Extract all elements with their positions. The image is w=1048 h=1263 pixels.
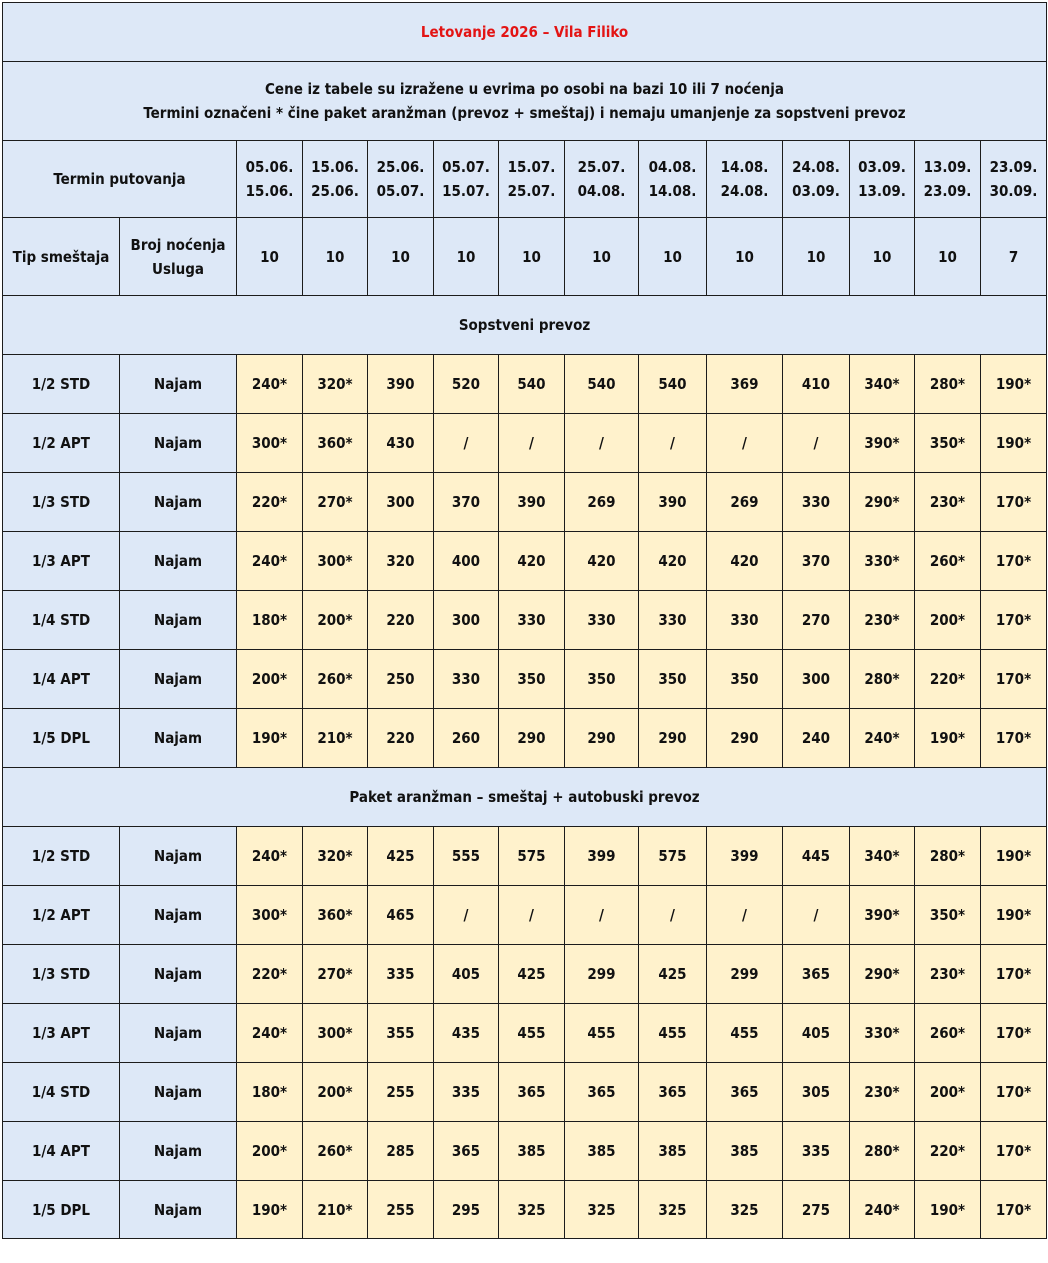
accommodation-type: 1/2 STD [3,355,120,414]
term-header-cell [915,141,981,218]
service-type: Najam [120,650,237,709]
price-cell: / [707,886,783,945]
price-cell: 420 [707,532,783,591]
term-header-cell [303,141,368,218]
price-cell: 170* [981,473,1047,532]
type-label-cell [3,218,120,296]
price-cell: 365 [707,1063,783,1122]
price-cell: 190* [981,414,1047,473]
term-to: 13.09. [858,182,906,200]
nights-label: Broj noćenja [130,235,226,254]
nights-cell: 10 [368,218,434,296]
term-to: 14.08. [648,182,697,200]
price-cell: 240* [237,355,303,414]
term-from: 04.08. [648,158,697,176]
price-cell: 210* [303,709,368,768]
term-to: 03.09. [792,182,840,200]
price-cell: / [434,414,499,473]
term-from: 14.08. [720,158,769,176]
nights-cell: 10 [783,218,850,296]
price-cell: 325 [707,1181,783,1239]
accommodation-type: 1/3 STD [3,473,120,532]
nights-cell: 10 [303,218,368,296]
price-cell: 390 [499,473,565,532]
price-cell: 190* [915,1181,981,1239]
price-cell: 330 [639,591,707,650]
price-cell: 269 [707,473,783,532]
term-from: 25.06. [376,158,425,176]
price-cell: 300* [303,532,368,591]
price-cell: 220* [237,473,303,532]
accommodation-type: 1/2 STD [3,827,120,886]
price-cell: 230* [850,591,915,650]
price-cell: 190* [237,1181,303,1239]
price-cell: 270* [303,945,368,1004]
table-row [3,473,1047,532]
price-cell: / [434,886,499,945]
service-type: Najam [120,591,237,650]
service-type: Najam [120,473,237,532]
price-cell: 455 [565,1004,639,1063]
term-header-cell [981,141,1047,218]
price-cell: 390 [368,355,434,414]
price-cell: 520 [434,355,499,414]
price-cell: 399 [565,827,639,886]
price-cell: 280* [915,827,981,886]
price-cell: 350 [639,650,707,709]
price-cell: 255 [368,1063,434,1122]
price-cell: 170* [981,591,1047,650]
service-label: Usluga [152,259,204,278]
price-cell: 300 [783,650,850,709]
service-type: Najam [120,1063,237,1122]
price-cell: 230* [915,945,981,1004]
price-cell: 330 [707,591,783,650]
price-cell: 170* [981,945,1047,1004]
price-cell: 200* [915,591,981,650]
price-cell: 385 [499,1122,565,1181]
nights-cell: 7 [981,218,1047,296]
price-cell: / [565,414,639,473]
price-cell: 575 [499,827,565,886]
table-title-cell [3,3,1047,62]
price-cell: 275 [783,1181,850,1239]
price-cell: 170* [981,1181,1047,1239]
price-cell: 180* [237,1063,303,1122]
table-row [3,709,1047,768]
price-cell: 200* [237,1122,303,1181]
service-type: Najam [120,945,237,1004]
table-row [3,886,1047,945]
price-cell: 370 [434,473,499,532]
price-cell: 260* [303,1122,368,1181]
price-cell: 240* [850,709,915,768]
term-header-cell [639,141,707,218]
table-row [3,532,1047,591]
table-title: Letovanje 2026 – Vila Filiko [420,23,629,41]
term-header-cell [237,141,303,218]
price-cell: 255 [368,1181,434,1239]
term-from: 05.06. [245,158,294,176]
price-cell: 170* [981,1122,1047,1181]
term-label-cell [3,141,237,218]
term-header-cell [850,141,915,218]
price-cell: 260* [303,650,368,709]
price-cell: 280* [850,1122,915,1181]
price-table [2,2,1047,1239]
price-cell: / [565,886,639,945]
accommodation-type: 1/4 APT [3,1122,120,1181]
price-cell: 365 [565,1063,639,1122]
price-cell: 325 [565,1181,639,1239]
table-row [3,414,1047,473]
price-cell: 240* [237,827,303,886]
term-header-cell [707,141,783,218]
accommodation-type: 1/4 STD [3,1063,120,1122]
price-cell: 455 [707,1004,783,1063]
term-label: Termin putovanja [53,170,186,188]
section-title: Paket aranžman – smeštaj + autobuski prevoz [3,768,1047,827]
price-cell: / [639,414,707,473]
term-to: 05.07. [376,182,425,200]
service-type: Najam [120,355,237,414]
price-cell: 335 [783,1122,850,1181]
price-cell: 390* [850,886,915,945]
price-cell: 555 [434,827,499,886]
price-cell: 260 [434,709,499,768]
accommodation-type: 1/2 APT [3,414,120,473]
price-cell: 540 [499,355,565,414]
price-cell: 269 [565,473,639,532]
accommodation-type: 1/3 APT [3,1004,120,1063]
price-cell: 365 [639,1063,707,1122]
price-cell: / [783,414,850,473]
price-cell: 320* [303,827,368,886]
nights-cell: 10 [565,218,639,296]
price-cell: 240* [237,532,303,591]
term-header-cell [565,141,639,218]
price-cell: 330 [565,591,639,650]
table-row [3,650,1047,709]
price-cell: 320* [303,355,368,414]
price-cell: / [499,414,565,473]
price-cell: 365 [434,1122,499,1181]
price-cell: 290 [499,709,565,768]
price-cell: 405 [434,945,499,1004]
price-cell: 295 [434,1181,499,1239]
term-from: 15.06. [311,158,359,176]
term-header-cell [368,141,434,218]
term-to: 04.08. [577,182,626,200]
price-cell: 290 [565,709,639,768]
notes-cell [3,62,1047,141]
price-cell: 330 [499,591,565,650]
accommodation-type: 1/2 APT [3,886,120,945]
nights-cell: 10 [639,218,707,296]
price-cell: 300* [237,414,303,473]
price-cell: 280* [915,355,981,414]
price-cell: 405 [783,1004,850,1063]
section-header-row [3,296,1047,355]
accommodation-type: 1/3 STD [3,945,120,1004]
service-type: Najam [120,1122,237,1181]
table-row [3,1181,1047,1239]
term-to: 15.07. [442,182,490,200]
price-cell: 410 [783,355,850,414]
term-from: 05.07. [442,158,490,176]
term-to: 24.08. [720,182,769,200]
table-row [3,945,1047,1004]
price-cell: 350* [915,414,981,473]
service-type: Najam [120,414,237,473]
price-cell: 425 [639,945,707,1004]
accommodation-type: 1/4 APT [3,650,120,709]
service-type: Najam [120,1004,237,1063]
price-cell: 350* [915,886,981,945]
price-cell: 200* [303,591,368,650]
price-cell: 340* [850,355,915,414]
accommodation-type: 1/5 DPL [3,709,120,768]
type-label: Tip smeštaja [12,247,110,266]
price-cell: 305 [783,1063,850,1122]
accommodation-type: 1/4 STD [3,591,120,650]
price-cell: 330* [850,532,915,591]
term-from: 03.09. [858,158,906,176]
price-cell: 330 [434,650,499,709]
price-cell: 240 [783,709,850,768]
price-cell: 325 [499,1181,565,1239]
service-type: Najam [120,1181,237,1239]
price-cell: 280* [850,650,915,709]
price-cell: 360* [303,886,368,945]
price-cell: 465 [368,886,434,945]
price-cell: 400 [434,532,499,591]
section-title: Sopstveni prevoz [3,296,1047,355]
price-cell: 200* [237,650,303,709]
term-to: 15.06. [245,182,294,200]
price-cell: 385 [565,1122,639,1181]
price-cell: 170* [981,650,1047,709]
price-cell: 270 [783,591,850,650]
price-cell: 340* [850,827,915,886]
term-to: 23.09. [923,182,972,200]
price-cell: 190* [915,709,981,768]
price-cell: 390 [639,473,707,532]
term-header-cell [783,141,850,218]
price-cell: 290* [850,473,915,532]
term-to: 25.07. [507,182,556,200]
price-cell: 290* [850,945,915,1004]
price-cell: 200* [303,1063,368,1122]
price-cell: 220* [915,1122,981,1181]
price-cell: 325 [639,1181,707,1239]
price-cell: / [707,414,783,473]
price-cell: 385 [707,1122,783,1181]
price-cell: 210* [303,1181,368,1239]
price-cell: 430 [368,414,434,473]
price-cell: 330 [783,473,850,532]
price-cell: 170* [981,709,1047,768]
price-cell: 260* [915,532,981,591]
term-header-cell [499,141,565,218]
term-from: 13.09. [923,158,972,176]
price-cell: 399 [707,827,783,886]
price-cell: 369 [707,355,783,414]
table-row [3,827,1047,886]
term-to: 30.09. [989,182,1038,200]
price-cell: 390* [850,414,915,473]
price-cell: 365 [783,945,850,1004]
price-cell: 170* [981,1063,1047,1122]
price-cell: 240* [237,1004,303,1063]
price-cell: 190* [981,827,1047,886]
term-from: 25.07. [577,158,626,176]
price-cell: 335 [434,1063,499,1122]
price-cell: 575 [639,827,707,886]
price-cell: 299 [565,945,639,1004]
section-header-row [3,768,1047,827]
price-cell: 300 [434,591,499,650]
price-cell: 285 [368,1122,434,1181]
price-cell: / [639,886,707,945]
table-row [3,591,1047,650]
price-cell: 330* [850,1004,915,1063]
table-row [3,1063,1047,1122]
price-cell: 300* [303,1004,368,1063]
nights-cell: 10 [707,218,783,296]
price-cell: 300 [368,473,434,532]
price-cell: 425 [368,827,434,886]
price-cell: 220 [368,591,434,650]
price-cell: 240* [850,1181,915,1239]
price-cell: 299 [707,945,783,1004]
price-cell: 385 [639,1122,707,1181]
price-cell: 425 [499,945,565,1004]
price-cell: 420 [499,532,565,591]
price-cell: 220 [368,709,434,768]
note-line: Cene iz tabele su izražene u evrima po osobi na bazi 10 ili 7 noćenja [265,80,785,98]
price-cell: 290 [707,709,783,768]
nights-cell: 10 [915,218,981,296]
price-cell: 220* [237,945,303,1004]
price-cell: 350 [499,650,565,709]
price-cell: 180* [237,591,303,650]
price-cell: 350 [707,650,783,709]
price-cell: 190* [981,355,1047,414]
term-from: 23.09. [989,158,1038,176]
price-cell: 435 [434,1004,499,1063]
price-cell: 200* [915,1063,981,1122]
price-cell: 250 [368,650,434,709]
price-cell: 230* [915,473,981,532]
price-cell: / [783,886,850,945]
service-type: Najam [120,709,237,768]
price-cell: 540 [565,355,639,414]
table-row [3,1122,1047,1181]
price-cell: 320 [368,532,434,591]
price-cell: 300* [237,886,303,945]
price-cell: 220* [915,650,981,709]
price-cell: 455 [639,1004,707,1063]
nights-cell: 10 [850,218,915,296]
price-cell: 335 [368,945,434,1004]
price-cell: 365 [499,1063,565,1122]
price-cell: 370 [783,532,850,591]
accommodation-type: 1/3 APT [3,532,120,591]
price-cell: 445 [783,827,850,886]
price-cell: 170* [981,1004,1047,1063]
nights-cell: 10 [499,218,565,296]
price-cell: 190* [981,886,1047,945]
price-cell: 350 [565,650,639,709]
price-cell: 455 [499,1004,565,1063]
price-cell: 290 [639,709,707,768]
service-type: Najam [120,827,237,886]
price-cell: 170* [981,532,1047,591]
price-list [2,2,1047,1239]
price-cell: 260* [915,1004,981,1063]
price-cell: 230* [850,1063,915,1122]
price-cell: 420 [639,532,707,591]
price-cell: / [499,886,565,945]
price-cell: 420 [565,532,639,591]
price-cell: 540 [639,355,707,414]
term-to: 25.06. [311,182,359,200]
service-type: Najam [120,886,237,945]
price-cell: 270* [303,473,368,532]
term-from: 24.08. [792,158,840,176]
table-row [3,1004,1047,1063]
nights-cell: 10 [434,218,499,296]
price-cell: 355 [368,1004,434,1063]
nights-cell: 10 [237,218,303,296]
accommodation-type: 1/5 DPL [3,1181,120,1239]
service-type: Najam [120,532,237,591]
price-cell: 190* [237,709,303,768]
note-line: Termini označeni * čine paket aranžman (prevoz + smeštaj) i nemaju umanjenje za sopstveni prevoz [143,104,906,122]
table-row [3,355,1047,414]
term-from: 15.07. [507,158,556,176]
nights-label-cell [120,218,237,296]
price-cell: 360* [303,414,368,473]
term-header-cell [434,141,499,218]
